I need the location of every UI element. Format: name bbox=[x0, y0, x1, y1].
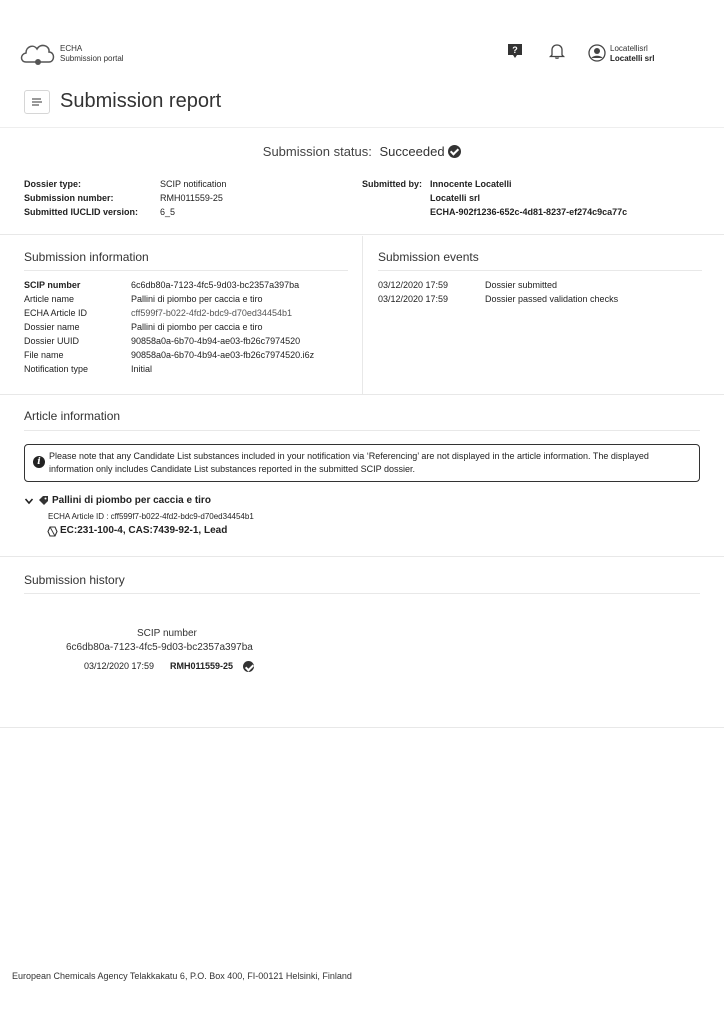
iuclid-version-label: Submitted IUCLID version: bbox=[24, 207, 139, 217]
cloud-logo-icon bbox=[18, 38, 58, 68]
info-value: cff599f7-b022-4fd2-bdc9-d70ed34454b1 bbox=[131, 308, 292, 318]
submission-events-title: Submission events bbox=[378, 250, 479, 264]
info-value: Pallini di piombo per caccia e tiro bbox=[131, 322, 263, 332]
info-label: ECHA Article ID bbox=[24, 308, 88, 318]
info-icon: i bbox=[33, 456, 45, 468]
svg-text:?: ? bbox=[512, 45, 518, 55]
submission-number-value: RMH011559-25 bbox=[160, 193, 223, 203]
user-menu[interactable] bbox=[588, 42, 708, 66]
title-bar bbox=[0, 80, 724, 128]
dossier-type-label: Dossier type: bbox=[24, 179, 82, 189]
user-name: Locatellisrl bbox=[610, 44, 648, 53]
history-entry-number[interactable]: RMH011559-25 bbox=[170, 661, 234, 671]
info-value: 90858a0a-6b70-4b94-ae03-fb26c7974520 bbox=[131, 336, 301, 346]
submitted-by-org: Locatelli srl bbox=[430, 193, 481, 203]
success-check-icon bbox=[448, 145, 461, 158]
divider bbox=[0, 234, 724, 235]
event-time: 03/12/2020 17:59 bbox=[378, 280, 449, 290]
submission-number-label: Submission number: bbox=[24, 193, 114, 203]
info-label: Notification type bbox=[24, 364, 89, 374]
chevron-down-icon[interactable] bbox=[24, 496, 34, 506]
divider bbox=[24, 270, 348, 271]
app-header bbox=[0, 0, 724, 80]
info-label: Article name bbox=[24, 294, 75, 304]
menu-lines-icon bbox=[25, 91, 49, 113]
divider bbox=[0, 394, 724, 395]
history-scip-label: SCIP number bbox=[137, 628, 197, 639]
menu-toggle-button[interactable] bbox=[24, 90, 50, 114]
info-value: 90858a0a-6b70-4b94-ae03-fb26c7974520.i6z bbox=[131, 350, 315, 360]
user-avatar-icon bbox=[588, 44, 606, 62]
info-label: File name bbox=[24, 350, 64, 360]
notice-line-2: information only includes Candidate List substances reported in the submitted SCIP dossier. bbox=[49, 464, 416, 474]
submitted-by-id: ECHA-902f1236-652c-4d81-8237-ef274c9ca77c bbox=[430, 207, 628, 217]
dossier-type-value: SCIP notification bbox=[160, 179, 227, 189]
history-entry-time: 03/12/2020 17:59 bbox=[84, 661, 155, 671]
footer-address: European Chemicals Agency Telakkakatu 6, P.O. Box 400, FI-00121 Helsinki, Finland bbox=[12, 971, 352, 981]
event-text: Dossier passed validation checks bbox=[485, 294, 619, 304]
page-title: Submission report bbox=[60, 90, 222, 112]
article-information-title: Article information bbox=[24, 409, 121, 423]
divider bbox=[24, 593, 700, 594]
divider bbox=[24, 430, 700, 431]
user-organisation: Locatelli srl bbox=[610, 54, 655, 63]
submission-history-title: Submission history bbox=[24, 573, 125, 587]
submitted-by-name: Innocente Locatelli bbox=[430, 179, 512, 189]
dossier-meta bbox=[24, 178, 354, 220]
event-time: 03/12/2020 17:59 bbox=[378, 294, 449, 304]
article-tag-icon bbox=[38, 495, 49, 506]
substance-icon bbox=[47, 526, 58, 537]
event-text: Dossier submitted bbox=[485, 280, 558, 290]
divider bbox=[378, 270, 702, 271]
info-label: Dossier UUID bbox=[24, 336, 80, 346]
status-value: Succeeded bbox=[379, 144, 445, 159]
divider bbox=[0, 727, 724, 728]
submission-status bbox=[0, 144, 724, 159]
referencing-notice bbox=[24, 444, 700, 482]
info-value: Pallini di piombo per caccia e tiro bbox=[131, 294, 263, 304]
article-id: ECHA Article ID : cff599f7-b022-4fd2-bdc9-d70ed34454b1 bbox=[48, 512, 254, 521]
history-success-check-icon bbox=[243, 661, 254, 672]
help-icon[interactable] bbox=[506, 42, 526, 62]
info-label: Dossier name bbox=[24, 322, 80, 332]
info-label: SCIP number bbox=[24, 280, 81, 290]
logo-text bbox=[60, 44, 124, 64]
history-scip-value: 6c6db80a-7123-4fc5-9d03-bc2357a397ba bbox=[66, 642, 253, 653]
submitted-by bbox=[362, 178, 702, 220]
notice-line-1: Please note that any Candidate List substances included in your notification via ‘Referencing’ are not displayed in the article information. The displayed bbox=[49, 451, 649, 461]
notice-text bbox=[49, 450, 695, 476]
info-value: 6c6db80a-7123-4fc5-9d03-bc2357a397ba bbox=[131, 280, 300, 290]
divider bbox=[0, 556, 724, 557]
info-value: Initial bbox=[131, 364, 153, 374]
iuclid-version-value: 6_5 bbox=[160, 207, 176, 217]
echa-logo[interactable] bbox=[18, 38, 138, 72]
logo-line-2: Submission portal bbox=[60, 54, 124, 63]
notification-bell-icon[interactable] bbox=[548, 42, 568, 62]
column-divider bbox=[362, 236, 363, 394]
logo-line-1: ECHA bbox=[60, 44, 83, 53]
submission-information-title: Submission information bbox=[24, 250, 149, 264]
submitted-by-label: Submitted by: bbox=[362, 179, 422, 189]
status-label: Submission status: bbox=[262, 144, 372, 159]
substance-identifiers: EC:231-100-4, CAS:7439-92-1, Lead bbox=[60, 525, 228, 536]
article-name: Pallini di piombo per caccia e tiro bbox=[52, 495, 211, 506]
